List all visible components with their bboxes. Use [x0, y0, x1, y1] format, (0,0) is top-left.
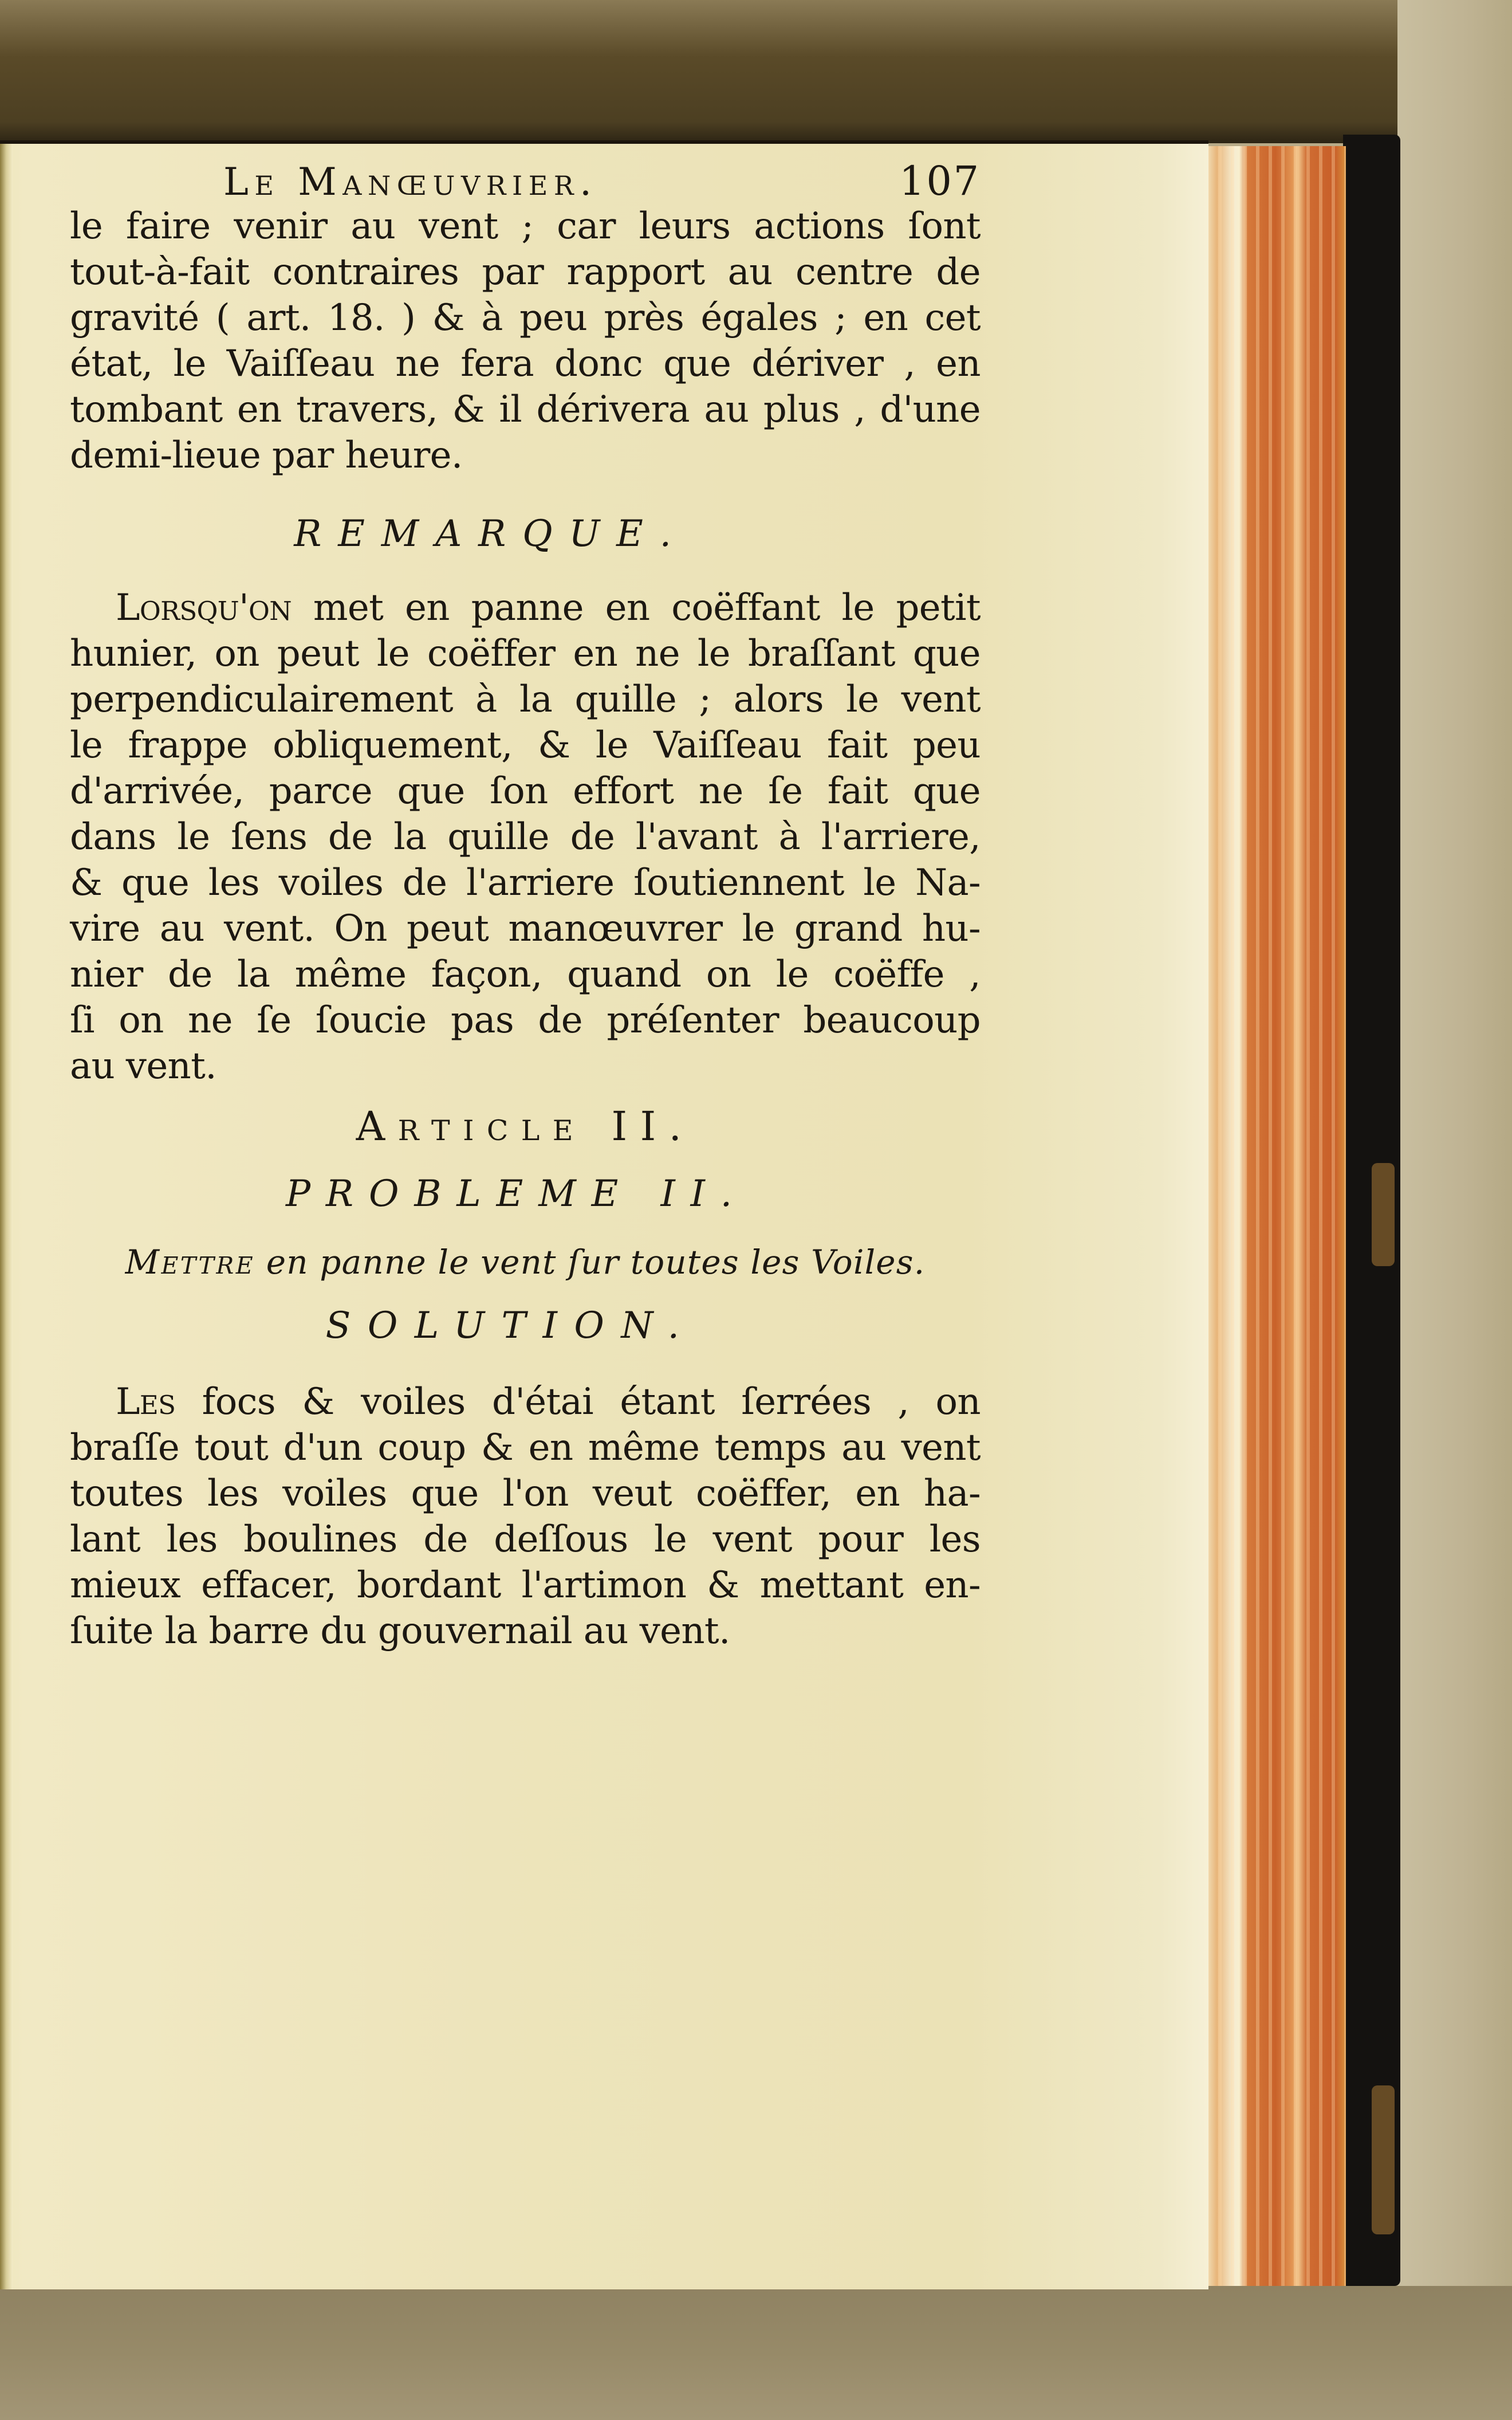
lead-smallcaps: es	[139, 1381, 176, 1423]
text-line: gravité ( art. 18. ) & à peu près égales ; en cet	[70, 297, 981, 339]
cover-wear-mark	[1372, 2085, 1395, 2234]
text-line	[70, 1379, 981, 1425]
background-right	[1397, 0, 1512, 2420]
probleme-heading: PROBLEME II.	[285, 1173, 748, 1215]
remarque-heading: REMARQUE.	[294, 513, 688, 555]
lead-smallcaps: Lorsqu'on	[116, 587, 292, 629]
text-line-rest: focs & voiles d'étai étant ſerrées , on	[175, 1381, 981, 1423]
subtitle-rest: en panne le vent ſur toutes les Voiles.	[255, 1243, 926, 1282]
text-line: & que les voiles de l'arriere ſoutiennent le Na-	[70, 862, 981, 904]
page-edges	[1206, 146, 1346, 2286]
text-line: le frappe obliquement, & le Vaiſſeau fait peu	[70, 724, 981, 767]
paragraph-1	[70, 203, 981, 478]
text-line: vire au vent. On peut manœuvrer le grand hu-	[70, 907, 981, 950]
page-gutter	[0, 144, 13, 2289]
cover-wear-mark	[1372, 1163, 1395, 1266]
text-line: perpendiculairement à la quille ; alors le vent	[70, 678, 981, 721]
text-line: hunier, on peut le coëffer en ne le braſſant que	[70, 632, 981, 675]
text-line-rest: met en panne en coëffant le petit	[292, 587, 981, 629]
solution-heading: SOLUTION.	[325, 1305, 696, 1347]
text-line: tombant en travers, & il dérivera au plus , d'une	[70, 388, 981, 431]
text-line: dans le ſens de la quille de l'avant à l'arriere,	[70, 816, 981, 858]
background-top	[0, 0, 1512, 143]
text-line: nier de la même façon, quand on le coëffe ,	[70, 953, 981, 996]
page-text	[70, 158, 981, 1654]
running-title-first: Le	[223, 160, 280, 204]
subtitle-lead-smallcaps: Mettre	[125, 1243, 255, 1282]
text-line: braſſe tout d'un coup & en même temps au vent	[70, 1427, 981, 1469]
text-line: tout-à-fait contraires par rapport au centre de	[70, 251, 981, 293]
running-title	[223, 160, 598, 204]
text-line: toutes les voiles que l'on veut coëffer, en ha-	[70, 1472, 981, 1515]
page-number: 107	[899, 158, 981, 205]
paragraph-3	[70, 1379, 981, 1654]
text-line: demi-lieue par heure.	[70, 434, 463, 477]
lead-capital: L	[116, 1381, 140, 1423]
text-line: au vent.	[70, 1045, 216, 1087]
article-heading: Article II.	[356, 1103, 695, 1150]
probleme-subtitle	[70, 1243, 981, 1282]
running-title-second: Manœuvrier.	[298, 160, 598, 204]
text-line: mieux effacer, bordant l'artimon & mettant en-	[70, 1564, 981, 1606]
background-bottom	[0, 2286, 1512, 2420]
text-line: ſi on ne ſe ſoucie pas de préſenter beaucoup	[70, 999, 981, 1042]
text-line: état, le Vaiſſeau ne fera donc que dériver , en	[70, 343, 981, 385]
text-line	[70, 585, 981, 631]
running-head	[70, 158, 981, 203]
text-line: ſuite la barre du gouvernail au vent.	[70, 1610, 730, 1652]
text-line: lant les boulines de deſſous le vent pour les	[70, 1518, 981, 1561]
text-line: d'arrivée, parce que ſon effort ne ſe fait que	[70, 770, 981, 812]
paragraph-2	[70, 585, 981, 1089]
text-line: le faire venir au vent ; car leurs actions ſont	[70, 205, 981, 247]
